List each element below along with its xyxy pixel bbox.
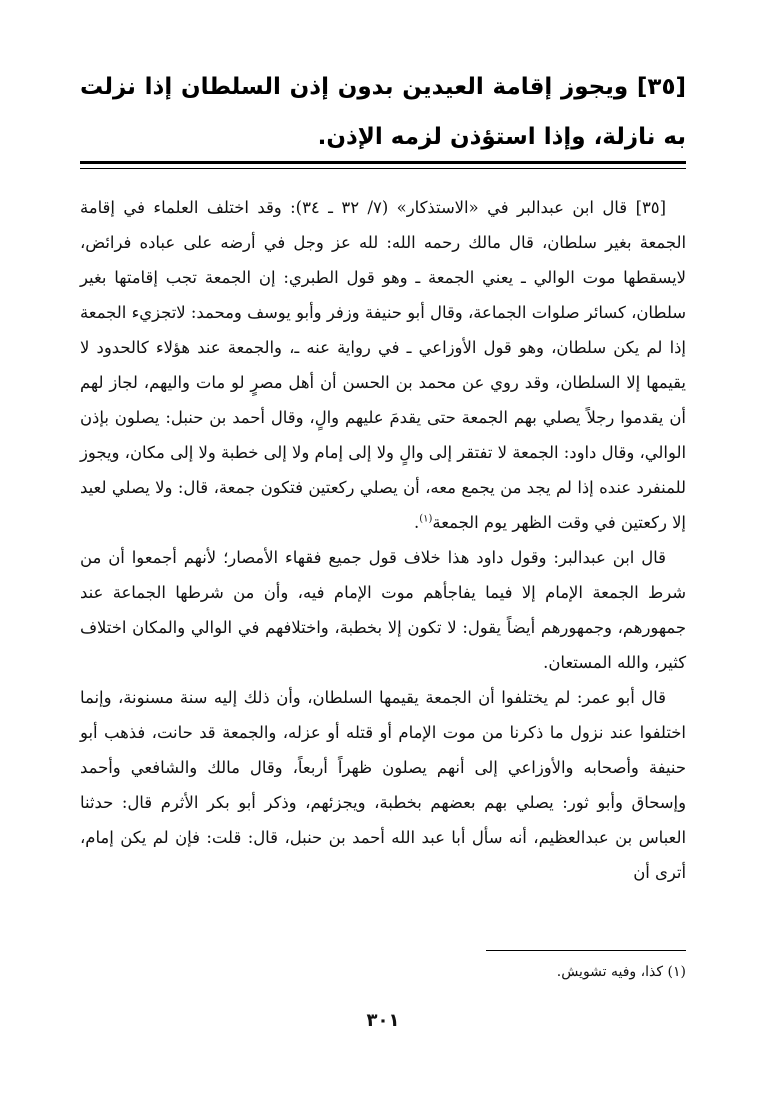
footnote-reference: (١) (419, 513, 433, 525)
paragraph (80, 540, 686, 680)
paragraph-text: [٣٥] قال ابن عبدالبر في «الاستذكار» (٧/ ٣٢ ـ ٣٤): وقد اختلف العلماء في إقامة الجمعة بغير سلطان، قال مالك رحمه الله: لله عز وجل في أرضه على عباده فرائض، لايسقطها موت الوالي ـ يعني الجمعة ـ وهو قول الطبري: إن الجمعة تجب إقامتها بغير سلطان، كسائر صلوات الجماعة، وقال أبو حنيفة وزفر وأبو يوسف ومحمد: لاتجزيء الجمعة إذا لم يكن سلطان، وهو قول الأوزاعي ـ في رواية عنه ـ، والجمعة عند هؤلاء كالحدود لا يقيمها إلا السلطان، وقد روي عن محمد بن الحسن أن أهل مصرٍ لو مات واليهم، لجاز لهم أن يقدموا رجلاً يصلي بهم الجمعة حتى يقدمَ عليهم والٍ، وقال أحمد بن حنبل: يصلون بإذن الوالي، وقال داود: الجمعة لا تفتقر إلى والٍ ولا إلى إمام ولا إلى خطبة ولا إلى مكان، ويجوز للمنفرد عنده إذا لم يجد من يجمع معه، أن يصلي ركعتين فتكون جمعة، قال: ولا يصلي لعيد إلا ركعتين في وقت الظهر يوم الجمعة (80, 198, 686, 532)
paragraph-end: . (414, 513, 420, 532)
body-text (80, 190, 686, 890)
footnote-text: كذا، وفيه تشويش. (556, 964, 664, 980)
footnote-separator (486, 950, 686, 951)
paragraph-text: قال ابن عبدالبر: وقول داود هذا خلاف قول جميع فقهاء الأمصار؛ لأنهم أجمعوا أن من شرط الجمعة الإمام إلا فيما يفاجأهم موت الإمام فيه، وأن من شرطها الجماعة عند جمهورهم، وجمهورهم أيضاً يقول: لا تكون إلا بخطبة، واختلافهم في الوالي والمكان اختلاف كثير، والله المستعان. (80, 548, 686, 672)
paragraph (80, 190, 686, 540)
page-number: ٣٠١ (366, 1010, 400, 1031)
heading-rule-thin (80, 168, 686, 169)
paragraph-text: قال أبو عمر: لم يختلفوا أن الجمعة يقيمها السلطان، وأن ذلك إليه سنة مسنونة، وإنما اختلفوا عند نزول ما ذكرنا من موت الإمام أو قتله أو عزله، والجمعة قد حانت، فذهب أبو حنيفة وأصحابه والأوزاعي إلى أنهم يصلون ظهراً أربعاً، وقال مالك والشافعي وأحمد وإسحاق وأبو ثور: يصلي بهم بعضهم بخطبة، ويجزئهم، وذكر أبو بكر الأثرم قال: حدثنا العباس بن عبدالعظيم، أنه سأل أبا عبد الله أحمد بن حنبل، قال: قلت: فإن لم يكن إمام، أترى أن (80, 688, 686, 882)
footnote (300, 960, 686, 984)
section-heading: [٣٥] ويجوز إقامة العيدين بدون إذن السلطان إذا نزلت به نازلة، وإذا استؤذن لزمه الإذن. (80, 74, 686, 150)
footnote-marker: (١) (667, 964, 686, 980)
paragraph (80, 680, 686, 890)
heading-rule-thick (80, 161, 686, 164)
